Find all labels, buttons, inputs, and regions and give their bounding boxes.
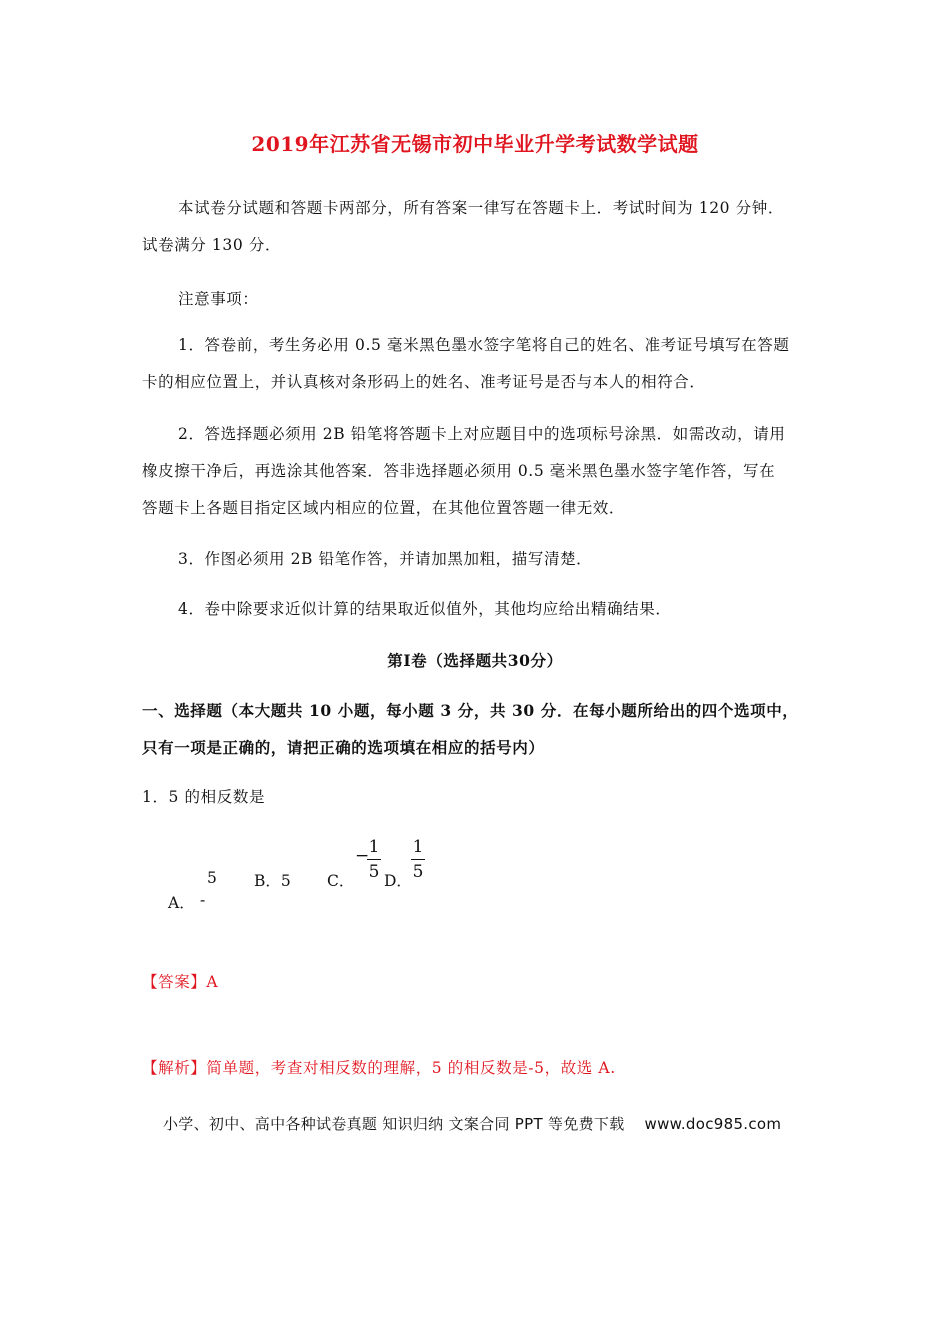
notice-heading: 注意事项： [178, 290, 259, 308]
fraction-bar [411, 859, 425, 860]
question-1-stem: 1．5 的相反数是 [142, 788, 266, 806]
analysis-line: 【解析】简单题，考查对相反数的理解，5 的相反数是-5，故选 A. [142, 1059, 616, 1077]
option-d-label: D． [384, 872, 412, 890]
intro-line-1: 本试卷分试题和答题卡两部分，所有答案一律写在答题卡上．考试时间为 120 分钟． [178, 199, 784, 217]
option-c-denominator: 5 [368, 862, 380, 882]
option-a-value: 5 [207, 869, 217, 887]
option-c-label: C． [327, 872, 355, 890]
answer-line: 【答案】A [142, 973, 219, 991]
footer [163, 1113, 781, 1134]
option-a-sign: - [200, 891, 206, 909]
option-d-denominator: 5 [412, 862, 424, 882]
option-d-numerator: 1 [412, 837, 424, 857]
option-a-label: A． [168, 894, 195, 912]
option-d-fraction [411, 837, 425, 882]
footer-url-link[interactable]: www.doc985.com [644, 1115, 782, 1133]
option-c-numerator: 1 [368, 837, 380, 857]
option-c-minus: − [355, 846, 370, 866]
notice-1-line-1: 1．答卷前，考生务必用 0.5 毫米黑色墨水签字笔将自己的姓名、准考证号填写在答题 [178, 336, 790, 354]
notice-4: 4．卷中除要求近似计算的结果取近似值外，其他均应给出精确结果． [178, 600, 672, 618]
notice-3: 3．作图必须用 2B 铅笔作答，并请加黑加粗，描写清楚． [178, 550, 593, 568]
option-b: B．5 [254, 872, 291, 890]
notice-2-line-3: 答题卡上各题目指定区域内相应的位置，在其他位置答题一律无效． [142, 499, 626, 517]
part-heading-line-2: 只有一项是正确的，请把正确的选项填在相应的括号内） [142, 738, 545, 757]
intro-line-2: 试卷满分 130 分． [142, 236, 282, 254]
footer-text: 小学、初中、高中各种试卷真题 知识归纳 文案合同 PPT 等免费下载 [163, 1115, 625, 1133]
fraction-bar [367, 859, 381, 860]
option-c-fraction [367, 837, 381, 882]
notice-1-line-2: 卡的相应位置上，并认真核对条形码上的姓名、准考证号是否与本人的相符合． [142, 373, 706, 391]
notice-2-line-1: 2．答选择题必须用 2B 铅笔将答题卡上对应题目中的选项标号涂黑．如需改动，请用 [178, 425, 786, 443]
section-title: 第Ⅰ卷（选择题共30分） [387, 651, 563, 670]
page-title: 2019年江苏省无锡市初中毕业升学考试数学试题 [251, 132, 699, 156]
part-heading-line-1: 一、选择题（本大题共 10 小题，每小题 3 分，共 30 分．在每小题所给出的四个选项中， [142, 701, 799, 720]
notice-2-line-2: 橡皮擦干净后，再选涂其他答案．答非选择题必须用 0.5 毫米黑色墨水签字笔作答，写在 [142, 462, 776, 480]
